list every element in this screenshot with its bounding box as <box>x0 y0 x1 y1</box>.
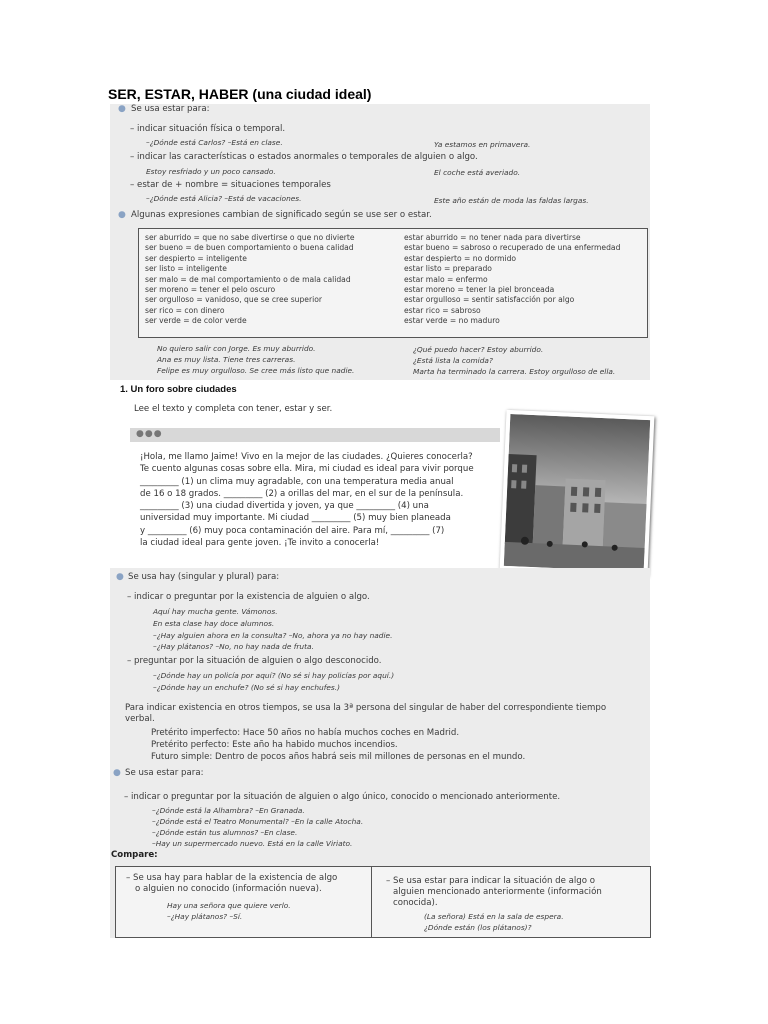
tense-line: Pretérito perfecto: Este año ha habido muchos incendios. <box>151 740 398 750</box>
example-line: Ya estamos en primavera. <box>434 140 531 149</box>
example-line: –Hay un supermercado nuevo. Está en la calle Viriato. <box>152 839 353 848</box>
bullet-icon: ● <box>113 768 121 778</box>
rule-line: Algunas expresiones cambian de significado según se use ser o estar. <box>131 210 432 220</box>
definition-line: estar bueno = sabroso o recuperado de una enfermedad <box>404 243 621 253</box>
example-line: Este año están de moda las faldas largas. <box>434 196 589 205</box>
example-line: Marta ha terminado la carrera. Estoy orgulloso de ella. <box>413 367 616 376</box>
example-line: El coche está averiado. <box>434 168 521 177</box>
rule-line: – indicar situación física o temporal. <box>130 124 286 134</box>
section-heading: Se usa estar para: <box>131 104 210 114</box>
section-heading: Se usa hay (singular y plural) para: <box>128 572 280 582</box>
definition-line: estar despierto = no dormido <box>404 253 517 263</box>
forum-line: universidad muy importante. Mi ciudad _________ (5) muy bien planeada <box>140 513 451 524</box>
example-line: –¿Dónde hay un enchufe? (No sé si hay enchufes.) <box>153 683 340 692</box>
definition-line: ser rico = con dinero <box>145 305 225 315</box>
tense-line: Futuro simple: Dentro de pocos años habrá seis mil millones de personas en el mundo. <box>151 752 526 762</box>
compare-example: –¿Hay plátanos? –Sí. <box>167 912 243 921</box>
definition-line: estar aburrido = no tener nada para divertirse <box>404 233 581 242</box>
forum-line: la ciudad ideal para gente joven. ¡Te invito a conocerla! <box>140 538 380 549</box>
bullet-icon: ● <box>118 104 126 114</box>
definition-line: estar moreno = tener la piel bronceada <box>404 285 555 294</box>
example-line: –¿Hay plátanos? –No, no hay nada de fruta. <box>153 642 314 651</box>
definition-line: estar orgulloso = sentir satisfacción por algo <box>404 295 575 305</box>
example-line: ¿Está lista la comida? <box>413 356 493 365</box>
definition-line: ser listo = inteligente <box>145 264 227 274</box>
forum-line: Te cuento algunas cosas sobre ella. Mira, mi ciudad es ideal para vivir porque <box>140 464 474 475</box>
forum-header-bar <box>130 428 500 442</box>
definition-line: ser verde = de color verde <box>145 316 247 326</box>
rule-line: – indicar o preguntar por la existencia de alguien o algo. <box>127 592 370 602</box>
definition-line: ser moreno = tener el pelo oscuro <box>145 285 276 294</box>
section-heading: Se usa estar para: <box>125 768 204 778</box>
example-line: –¿Dónde hay un policía por aquí? (No sé si hay policías por aquí.) <box>153 671 395 680</box>
compare-label: Compare: <box>111 850 158 860</box>
forum-line: _________ (1) un clima muy agradable, con una temperatura media anual <box>140 476 454 487</box>
example-line: –¿Dónde están tus alumnos? –En clase. <box>152 828 298 837</box>
example-line: Estoy resfriado y un poco cansado. <box>146 167 276 176</box>
example-line: –¿Dónde está la Alhambra? –En Granada. <box>152 806 305 815</box>
dots-icon: ●●● <box>136 429 163 439</box>
compare-line: conocida). <box>393 898 438 908</box>
paragraph-line: verbal. <box>125 714 155 724</box>
example-line: En esta clase hay doce alumnos. <box>153 619 275 628</box>
forum-line: _________ (3) una ciudad divertida y joven, ya que _________ (4) una <box>140 501 429 512</box>
example-line: ¿Qué puedo hacer? Estoy aburrido. <box>413 345 544 354</box>
example-line: –¿Dónde está Carlos? –Está en clase. <box>146 138 283 147</box>
example-line: –¿Dónde está Alicia? –Está de vacaciones. <box>146 194 302 203</box>
definition-line: ser bueno = de buen comportamiento o buena calidad <box>145 243 354 253</box>
rule-line: – indicar las características o estados anormales o temporales de alguien o algo. <box>130 152 478 162</box>
page-title: SER, ESTAR, HABER (una ciudad ideal) <box>108 86 372 102</box>
exercise-instruction: Lee el texto y completa con tener, estar y ser. <box>134 404 333 414</box>
example-line: Ana es muy lista. Tiene tres carreras. <box>157 355 296 364</box>
definition-line: ser orgulloso = vanidoso, que se cree superior <box>145 295 322 305</box>
example-line: Aquí hay mucha gente. Vámonos. <box>153 607 278 616</box>
example-line: Felipe es muy orgulloso. Se cree más listo que nadie. <box>157 366 355 375</box>
compare-line: alguien mencionado anteriormente (información <box>393 887 602 897</box>
definition-line: estar listo = preparado <box>404 264 492 274</box>
rule-line: – indicar o preguntar por la situación de alguien o algo único, conocido o mencionado anteriormente. <box>124 792 561 802</box>
paragraph-line: Para indicar existencia en otros tiempos, se usa la 3ª persona del singular de haber del correspondiente tiempo <box>125 703 607 713</box>
rule-line: – preguntar por la situación de alguien o algo desconocido. <box>127 656 382 666</box>
city-photo-image <box>504 414 650 572</box>
bullet-icon: ● <box>116 572 124 582</box>
example-line: –¿Hay alguien ahora en la consulta? –No, ahora ya no hay nadie. <box>153 631 393 640</box>
definition-line: ser aburrido = que no sabe divertirse o que no divierte <box>145 233 355 242</box>
bullet-icon: ● <box>118 210 126 220</box>
forum-line: ¡Hola, me llamo Jaime! Vivo en la mejor de las ciudades. ¿Quieres conocerla? <box>140 452 473 462</box>
compare-example: (La señora) Está en la sala de espera. <box>424 912 564 921</box>
compare-example: ¿Dónde están (los plátanos)? <box>424 923 532 932</box>
forum-line: y _________ (6) muy poca contaminación del aire. Para mí, _________ (7) <box>140 525 445 536</box>
compare-line: o alguien no conocido (información nueva). <box>135 884 322 894</box>
definition-line: estar verde = no maduro <box>404 316 500 326</box>
definition-line: estar rico = sabroso <box>404 305 481 315</box>
compare-line: – Se usa hay para hablar de la existencia de algo <box>126 873 338 883</box>
tense-line: Pretérito imperfecto: Hace 50 años no había muchos coches en Madrid. <box>151 728 460 738</box>
definition-line: estar malo = enfermo <box>404 274 488 284</box>
definition-line: ser despierto = inteligente <box>145 253 247 263</box>
compare-example: Hay una señora que quiere verlo. <box>167 901 291 910</box>
city-photo <box>500 410 655 576</box>
definition-line: ser malo = de mal comportamiento o de mala calidad <box>145 274 351 284</box>
example-line: –¿Dónde está el Teatro Monumental? –En la calle Atocha. <box>152 817 364 826</box>
exercise-heading: 1. Un foro sobre ciudades <box>120 384 237 395</box>
compare-line: – Se usa estar para indicar la situación de algo o <box>386 876 595 886</box>
forum-post <box>140 451 500 549</box>
rule-line: – estar de + nombre = situaciones temporales <box>130 180 331 190</box>
forum-line: de 16 o 18 grados. _________ (2) a orillas del mar, en el sur de la península. <box>140 488 464 499</box>
example-line: No quiero salir con Jorge. Es muy aburrido. <box>157 344 316 353</box>
